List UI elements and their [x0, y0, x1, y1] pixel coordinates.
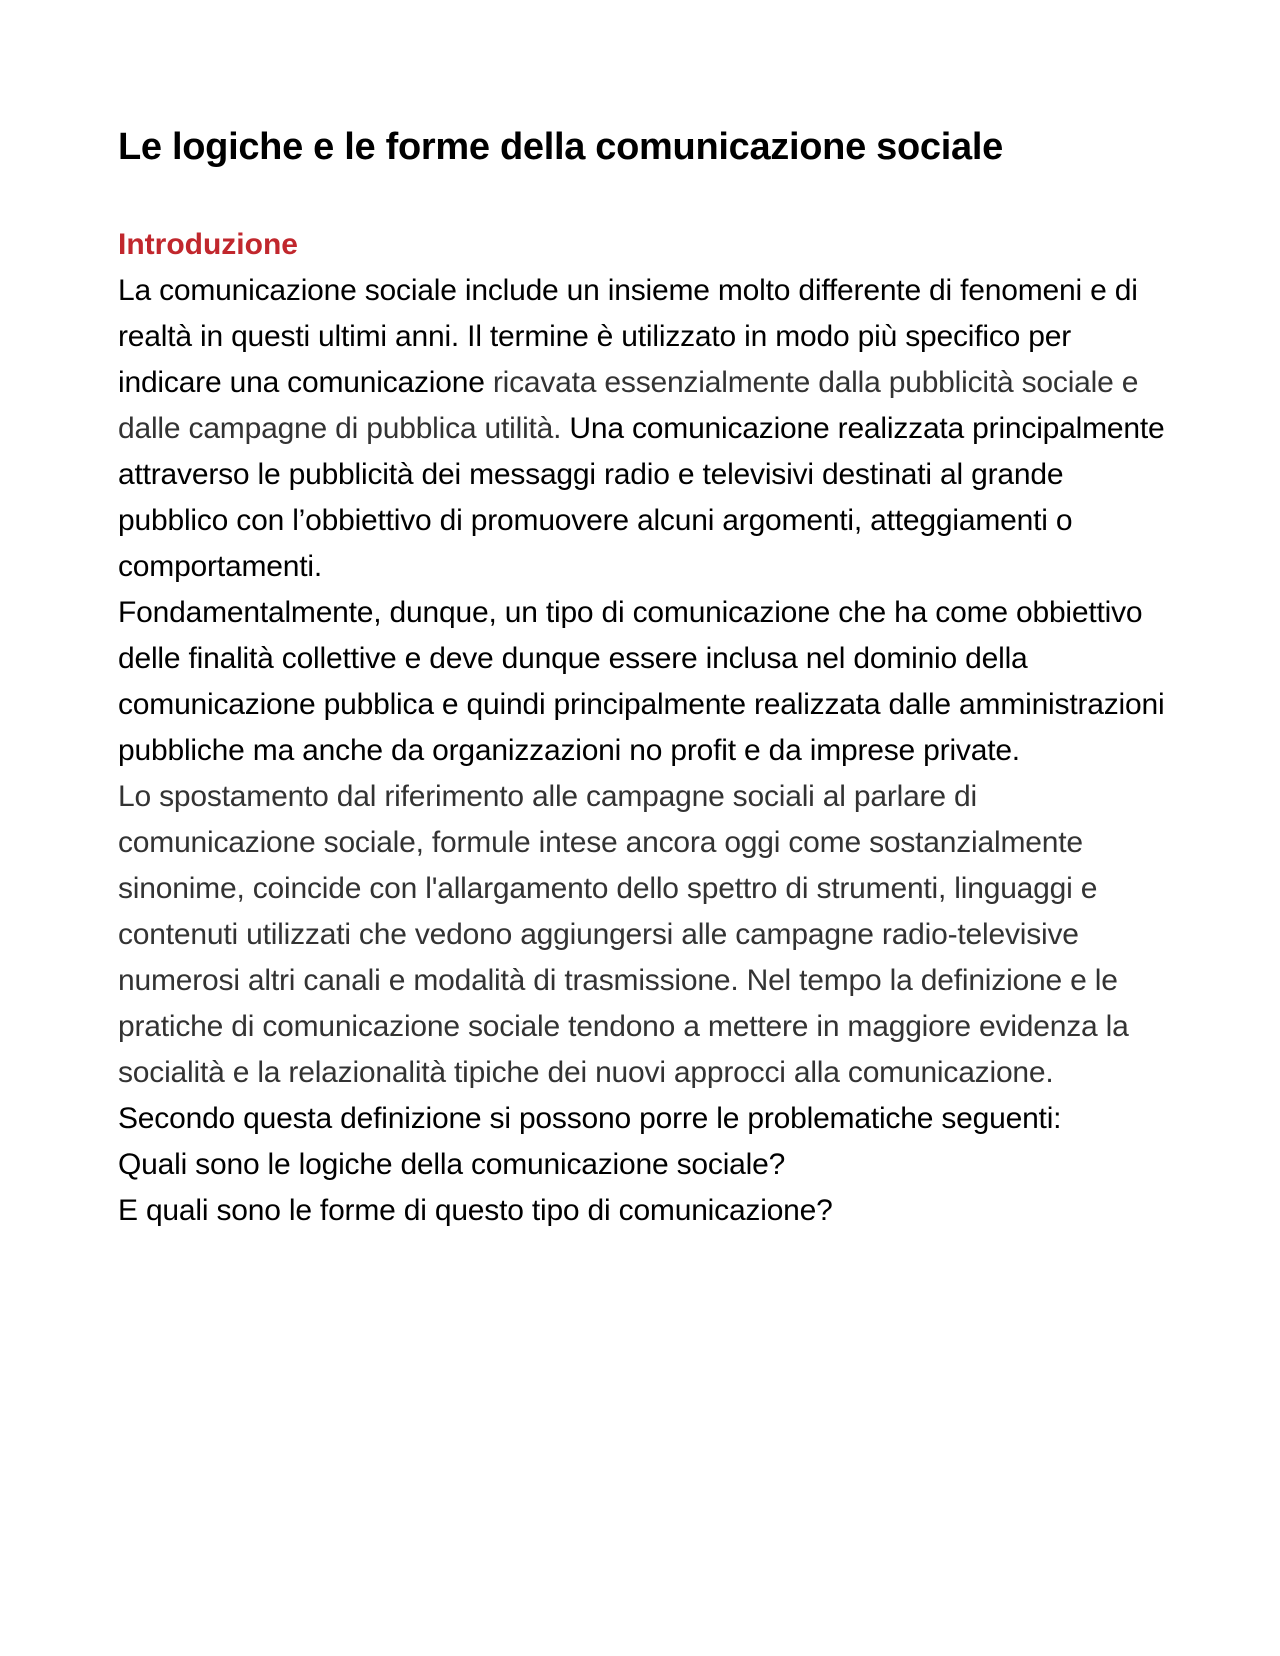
page-title: Le logiche e le forme della comunicazione sociale	[118, 126, 1003, 168]
paragraph-2: Fondamentalmente, dunque, un tipo di comunicazione che ha come obbiettivo delle finalità collettive e deve dunque essere inclusa nel dominio della comunicazione pubblica e quindi principalmente realizzata dalle amministrazioni pubbliche ma anche da organizzazioni no profit e da imprese private.	[118, 596, 1165, 767]
paragraph-1-part-2: ricavata essenzialmente dalla pubblicità sociale e dalle campagne di pubblica utilità.	[118, 366, 1139, 445]
paragraph-1	[118, 268, 1168, 590]
paragraph-4: Secondo questa definizione si possono porre le problematiche seguenti:	[118, 1102, 1062, 1135]
section-heading-introduzione: Introduzione	[118, 228, 298, 261]
question-1: Quali sono le logiche della comunicazione sociale?	[118, 1148, 786, 1181]
paragraph-1-part-1: La comunicazione sociale include un insieme molto differente di fenomeni e di realtà in questi ultimi anni. Il termine è utilizzato in modo più specifico per indicare una comunicazione	[118, 274, 1138, 399]
question-2: E quali sono le forme di questo tipo di comunicazione?	[118, 1194, 833, 1227]
paragraph-1-part-3: Una comunicazione realizzata principalmente attraverso le pubblicità dei messaggi radio e televisivi destinati al grande pubblico con l’obbiettivo di promuovere alcuni argomenti, atteggiamenti o comportamenti.	[118, 412, 1165, 583]
document-page	[118, 118, 1168, 1234]
paragraph-3: Lo spostamento dal riferimento alle campagne sociali al parlare di comunicazione sociale, formule intese ancora oggi come sostanzialmente sinonime, coincide con l'allargamento dello spettro di strumenti, linguaggi e contenuti utilizzati che vedono aggiungersi alle campagne radio-televisive numerosi altri canali e modalità di trasmissione. Nel tempo la definizione e le pratiche di comunicazione sociale tendono a mettere in maggiore evidenza la socialità e la relazionalità tipiche dei nuovi approcci alla comunicazione.	[118, 780, 1129, 1089]
